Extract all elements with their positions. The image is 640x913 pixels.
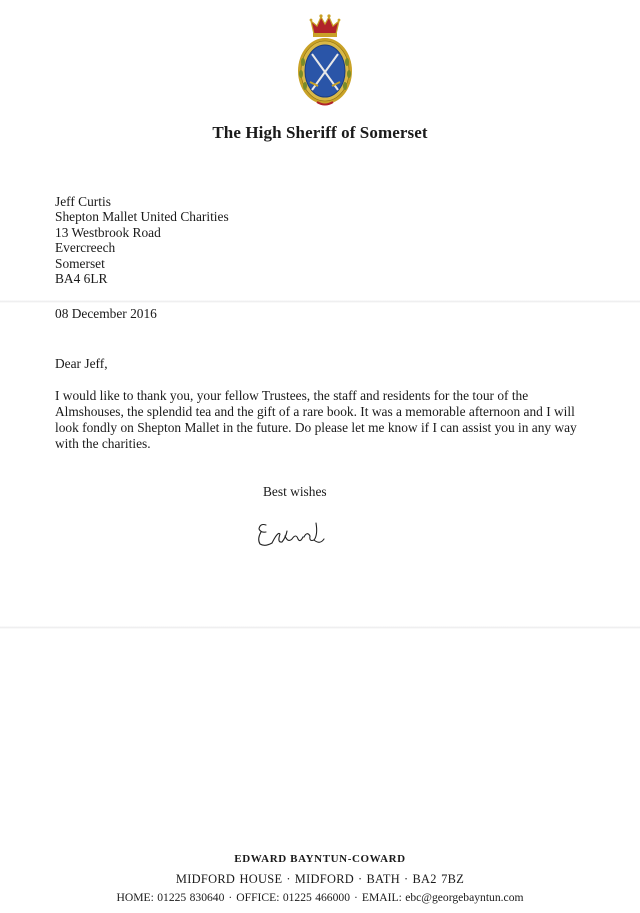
footer-address [0,872,640,887]
scan-artifact [0,300,640,303]
footer-office-phone: OFFICE: 01225 466000 [236,891,350,904]
recipient-name: Jeff Curtis [55,194,111,209]
footer-house: MIDFORD HOUSE [175,872,283,886]
salutation: Dear Jeff, [55,356,108,371]
recipient-street: 13 Westbrook Road [55,224,161,240]
footer-village: MIDFORD [294,872,355,886]
body-line: with the charities. [55,436,151,451]
recipient-organisation: Shepton Mallet United Charities [55,209,229,225]
recipient-county: Somerset [55,255,105,271]
closing: Best wishes [263,484,327,499]
letter-body [55,388,577,452]
footer-postcode: BA2 7BZ [412,872,465,886]
handwritten-signature [252,517,332,551]
body-line: Almshouses, the splendid tea and the gift of a rare book. It was a memorable afternoon and I will [55,404,575,419]
footer-contact [0,891,640,904]
footer-city: BATH [366,872,401,886]
separator-dot: · [286,872,291,886]
recipient-town: Evercreech [55,240,116,256]
separator-dot: · [228,891,233,904]
letterhead-title: The High Sheriff of Somerset [212,123,428,142]
footer-home-phone: HOME: 01225 830640 [116,891,225,904]
recipient-postcode: BA4 6LR [55,271,108,287]
scan-artifact [0,626,640,629]
body-line: I would like to thank you, your fellow Trustees, the staff and residents for the tour of the [55,388,529,403]
separator-dot: · [404,872,409,886]
body-line: look fondly on Shepton Mallet in the future. Do please let me know if I can assist you in any way [55,420,577,435]
recipient-address [55,194,229,286]
footer-name: EDWARD BAYNTUN-COWARD [234,853,406,865]
letter-date: 08 December 2016 [55,306,157,321]
footer-email: EMAIL: ebc@georgebayntun.com [361,891,524,904]
separator-dot: · [358,872,363,886]
sword-crest-icon [295,10,355,110]
separator-dot: · [354,891,358,904]
